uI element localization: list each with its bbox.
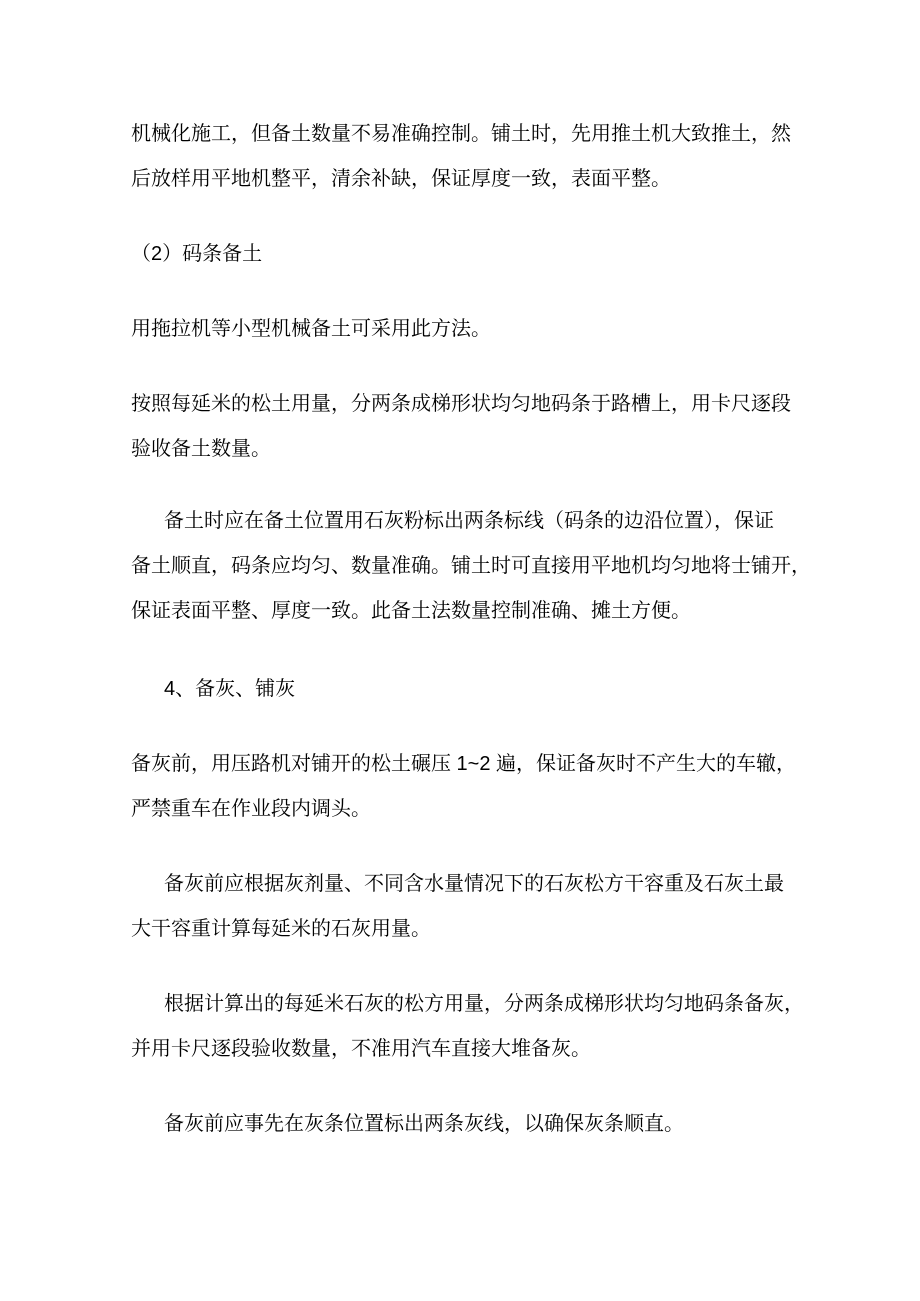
text-line: 后放样用平地机整平，清余补缺，保证厚度一致，表面平整。 bbox=[131, 168, 671, 190]
text-line: 验收备土数量。 bbox=[131, 438, 271, 460]
paragraph bbox=[131, 382, 801, 472]
paragraph bbox=[131, 667, 801, 712]
text-line: （2）码条备土 bbox=[131, 243, 263, 265]
text-line: 保证表面平整、厚度一致。此备土法数量控制准确、摊土方便。 bbox=[131, 600, 691, 622]
text-line: 并用卡尺逐段验收数量，不准用汽车直接大堆备灰。 bbox=[131, 1038, 591, 1060]
text-line: 备灰前应根据灰剂量、不同含水量情况下的石灰松方干容重及石灰土最 bbox=[164, 873, 784, 895]
paragraph bbox=[131, 742, 801, 832]
text-line: 备土时应在备土位置用石灰粉标出两条标线（码条的边沿位置），保证 bbox=[164, 510, 774, 532]
text-line: 用拖拉机等小型机械备土可采用此方法。 bbox=[131, 318, 491, 340]
text-line: 备灰前应事先在灰条位置标出两条灰线，以确保灰条顺直。 bbox=[164, 1113, 684, 1135]
text-line: 根据计算出的每延米石灰的松方用量，分两条成梯形状均匀地码条备灰， bbox=[164, 993, 804, 1015]
text-line: 按照每延米的松土用量，分两条成梯形状均匀地码条于路槽上，用卡尺逐段 bbox=[131, 393, 791, 415]
paragraph bbox=[131, 982, 804, 1072]
text-line: 严禁重车在作业段内调头。 bbox=[131, 798, 371, 820]
text-line: 备灰前，用压路机对铺开的松土碾压 1~2 遍，保证备灰时不产生大的车辙， bbox=[131, 753, 797, 775]
paragraph bbox=[131, 307, 801, 352]
paragraph bbox=[131, 1102, 801, 1147]
text-line: 备土顺直，码条应均匀、数量准确。铺土时可直接用平地机均匀地将士铺开， bbox=[131, 555, 811, 577]
paragraph bbox=[131, 499, 811, 634]
paragraph bbox=[131, 862, 801, 952]
text-line: 大干容重计算每延米的石灰用量。 bbox=[131, 918, 431, 940]
text-line: 4、备灰、铺灰 bbox=[164, 678, 296, 700]
text-line: 机械化施工，但备土数量不易准确控制。铺土时，先用推土机大致推土，然 bbox=[131, 123, 791, 145]
paragraph bbox=[131, 112, 801, 202]
paragraph bbox=[131, 232, 801, 277]
